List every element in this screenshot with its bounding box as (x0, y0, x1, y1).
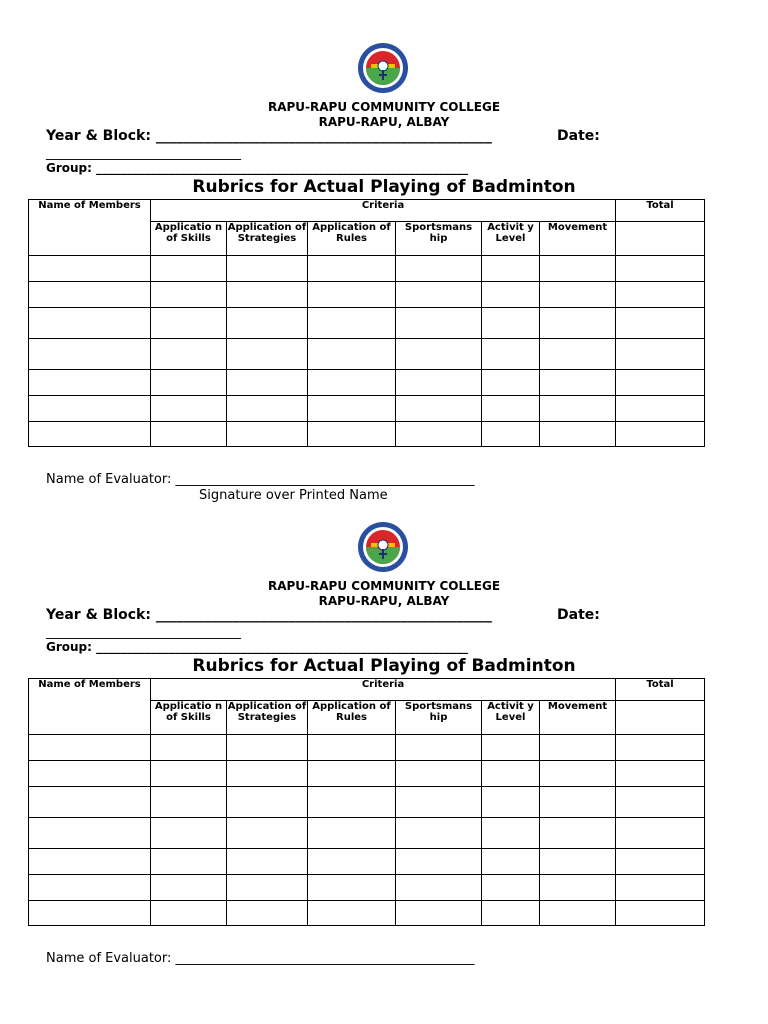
date-blank-line: ______________________________ (46, 625, 241, 640)
date-label: Date: (557, 607, 600, 623)
criterion-rules: Application of Rules (308, 701, 396, 735)
college-place: RAPU-RAPU, ALBAY (318, 594, 450, 608)
table-row (29, 422, 705, 447)
evaluator-field: Name of Evaluator: ______________________________________________ (46, 472, 475, 487)
year-block-field: Year & Block: ________________________________________________ (46, 607, 492, 623)
table-row (29, 761, 705, 787)
date-blank-line: ______________________________ (46, 146, 241, 161)
table-row (29, 396, 705, 422)
criterion-strategies: Application of Strategies (227, 222, 308, 256)
evaluator-field: Name of Evaluator: ______________________________________________ (46, 951, 475, 966)
criterion-sportsmanship: Sportsmans hip (396, 222, 482, 256)
college-logo-icon (350, 521, 416, 573)
table-row (29, 339, 705, 370)
rubric-section-1 (0, 0, 768, 503)
criterion-activity-level: Activit y Level (482, 222, 540, 256)
rubric-table (28, 199, 705, 447)
group-field: Group: ______________________________________________________________ (46, 161, 469, 175)
signature-caption: Signature over Printed Name (199, 488, 388, 503)
criterion-rules: Application of Rules (308, 222, 396, 256)
criterion-skills: Applicatio n of Skills (151, 701, 227, 735)
total-header: Total (616, 200, 705, 222)
members-header: Name of Members (29, 679, 151, 735)
criteria-header: Criteria (151, 200, 616, 222)
table-row (29, 818, 705, 849)
table-row (29, 787, 705, 818)
year-block-field: Year & Block: ________________________________________________ (46, 128, 492, 144)
criterion-activity-level: Activit y Level (482, 701, 540, 735)
table-row (29, 875, 705, 901)
college-name: RAPU-RAPU COMMUNITY COLLEGE (267, 579, 501, 593)
criterion-strategies: Application of Strategies (227, 701, 308, 735)
rubric-title: Rubrics for Actual Playing of Badminton (192, 177, 576, 197)
table-row (29, 849, 705, 875)
college-place: RAPU-RAPU, ALBAY (318, 115, 450, 129)
total-cell (616, 222, 705, 256)
criterion-movement: Movement (540, 701, 616, 735)
college-logo-icon (350, 42, 416, 94)
table-row (29, 901, 705, 926)
total-cell (616, 701, 705, 735)
criteria-header: Criteria (151, 679, 616, 701)
table-row (29, 308, 705, 339)
table-row (29, 370, 705, 396)
total-header: Total (616, 679, 705, 701)
college-name: RAPU-RAPU COMMUNITY COLLEGE (267, 100, 501, 114)
table-row (29, 282, 705, 308)
rubric-title: Rubrics for Actual Playing of Badminton (192, 656, 576, 676)
members-header: Name of Members (29, 200, 151, 256)
rubric-section-2 (0, 479, 768, 966)
group-field: Group: ______________________________________________________________ (46, 640, 469, 654)
table-row (29, 735, 705, 761)
table-row (29, 256, 705, 282)
date-label: Date: (557, 128, 600, 144)
criterion-skills: Applicatio n of Skills (151, 222, 227, 256)
rubric-table (28, 678, 705, 926)
criterion-sportsmanship: Sportsmans hip (396, 701, 482, 735)
criterion-movement: Movement (540, 222, 616, 256)
